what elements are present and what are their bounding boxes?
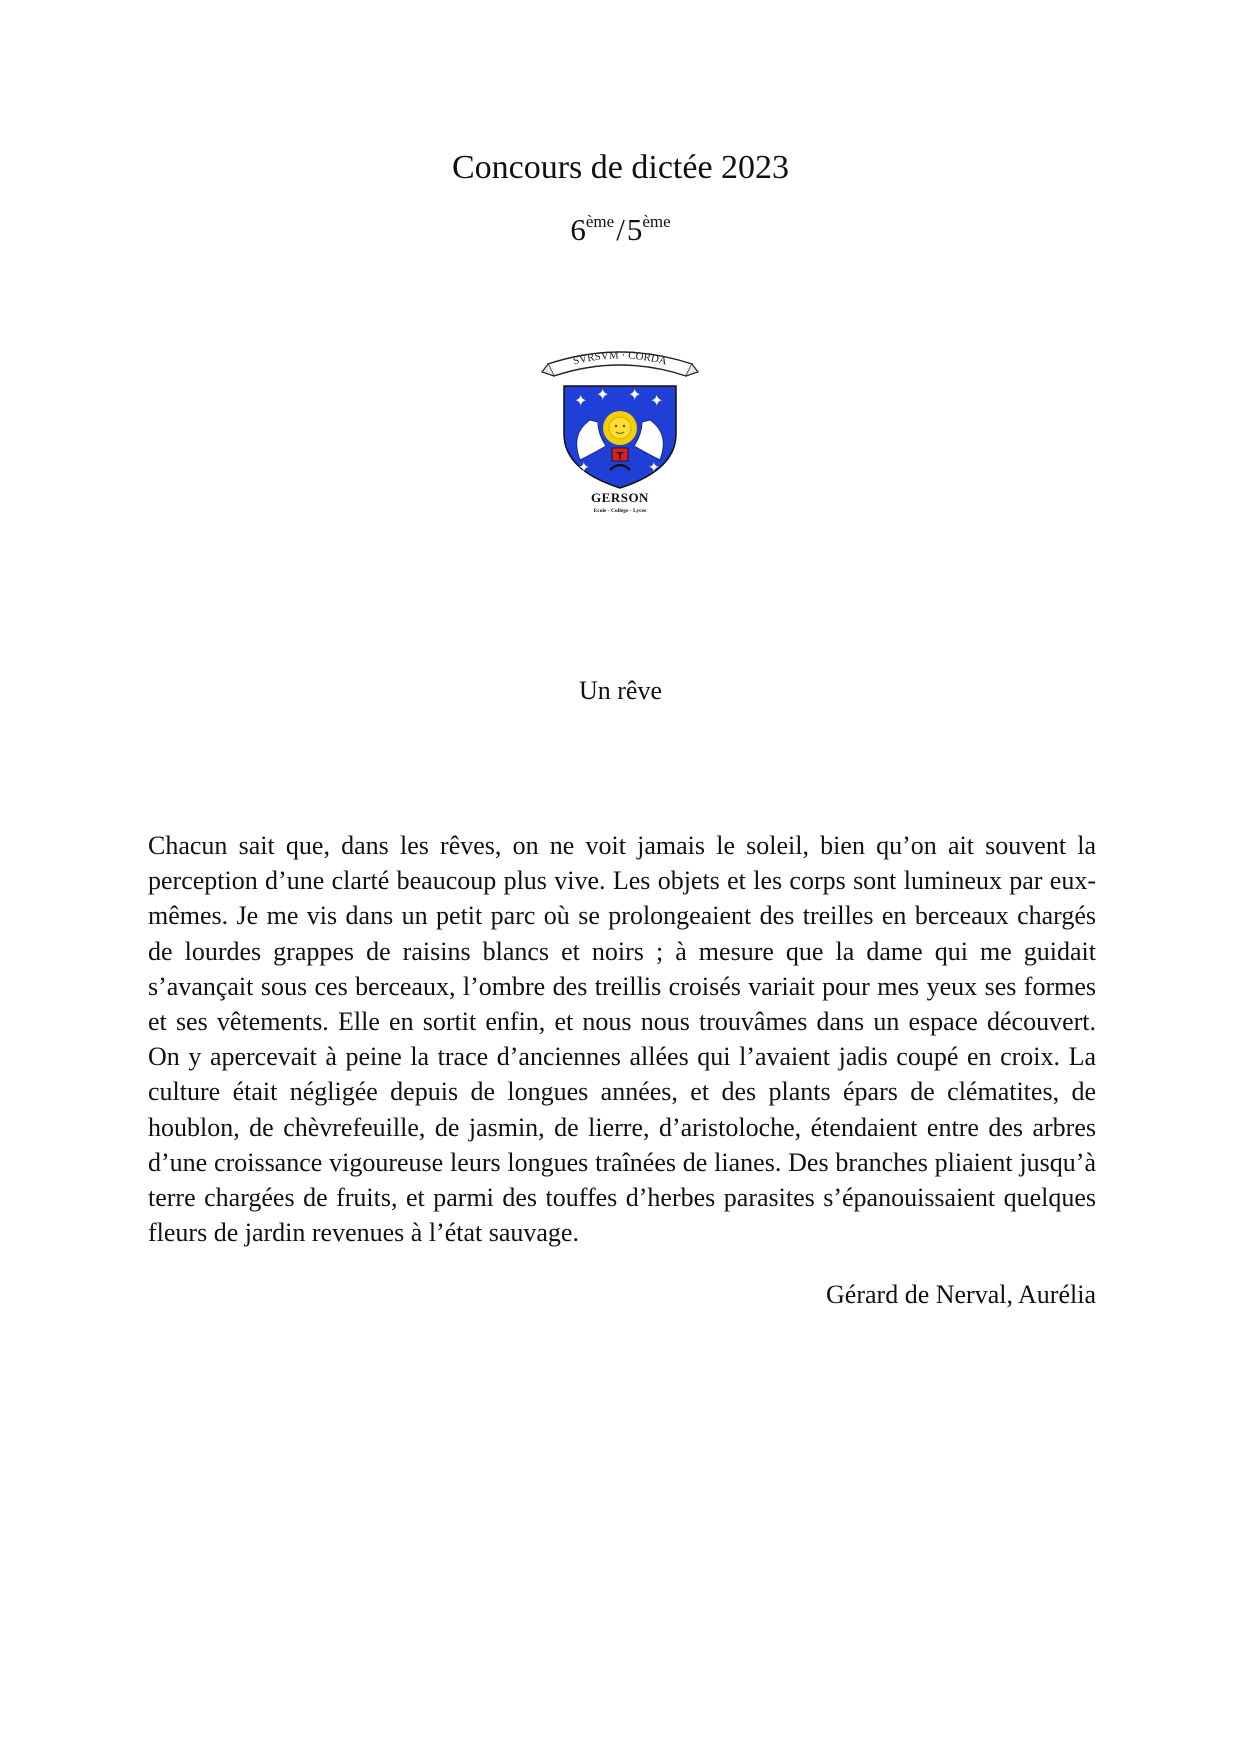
svg-text:✦: ✦: [596, 385, 610, 404]
dictation-title: Un rêve: [578, 676, 662, 705]
grade-first-suffix: ème: [585, 212, 615, 231]
grade-level: [0, 210, 1241, 250]
svg-text:✦: ✦: [578, 460, 590, 476]
page-title: Concours de dictée 2023: [451, 149, 790, 186]
crest-school-name: GERSON: [591, 490, 649, 505]
svg-text:✦: ✦: [628, 385, 642, 404]
grade-first-number: 6: [570, 212, 586, 247]
dictation-author: Gérard de Nerval, Aurélia: [826, 1280, 1096, 1309]
svg-text:✦: ✦: [574, 391, 588, 410]
svg-text:✦: ✦: [648, 460, 660, 476]
crest-motto: SVRSVM · CORDA: [571, 349, 669, 368]
crest-school-subtitle: Ecole - Collège - Lycée: [593, 508, 647, 514]
svg-text:✦: ✦: [650, 391, 664, 410]
grade-separator: /: [616, 212, 625, 247]
sun-icon: [603, 411, 637, 445]
grade-second-number: 5: [626, 212, 643, 247]
dictation-text: Chacun sait que, dans les rêves, on ne voit jamais le soleil, bien qu’on ait souvent la perception d’une clarté beaucoup plus vive. Les objets et les corps sont lumineux par eux-mêmes. Je me vis dans un petit parc où se prolongeaient des treilles en berceaux chargés de lourdes grappes de raisins blancs et noirs ; à mesure que la dame qui me guidait s’avançait sous ces berceaux, l’ombre des treillis croisés variait pour mes yeux ses formes et ses vêtements. Elle en sortit enfin, et nous nous trouvâmes dans un espace découvert. On y apercevait à peine la trace d’anciennes allées qui l’avaient jadis coupé en croix. La culture était négligée depuis de longues années, et des plants épars de clématites, de houblon, de chèvrefeuille, de jasmin, de lierre, d’aristoloche, étendaient entre des arbres d’une croissance vigoureuse leurs longues traînées de lianes. Des branches pliaient jusqu’à terre chargées de fruits, et parmi des touffes d’herbes parasites s’épanouissaient quelques fleurs de jardin revenues à l’état sauvage.: [148, 831, 1096, 1248]
svg-text:T: T: [616, 451, 624, 462]
grade-second-suffix: ème: [642, 212, 671, 231]
